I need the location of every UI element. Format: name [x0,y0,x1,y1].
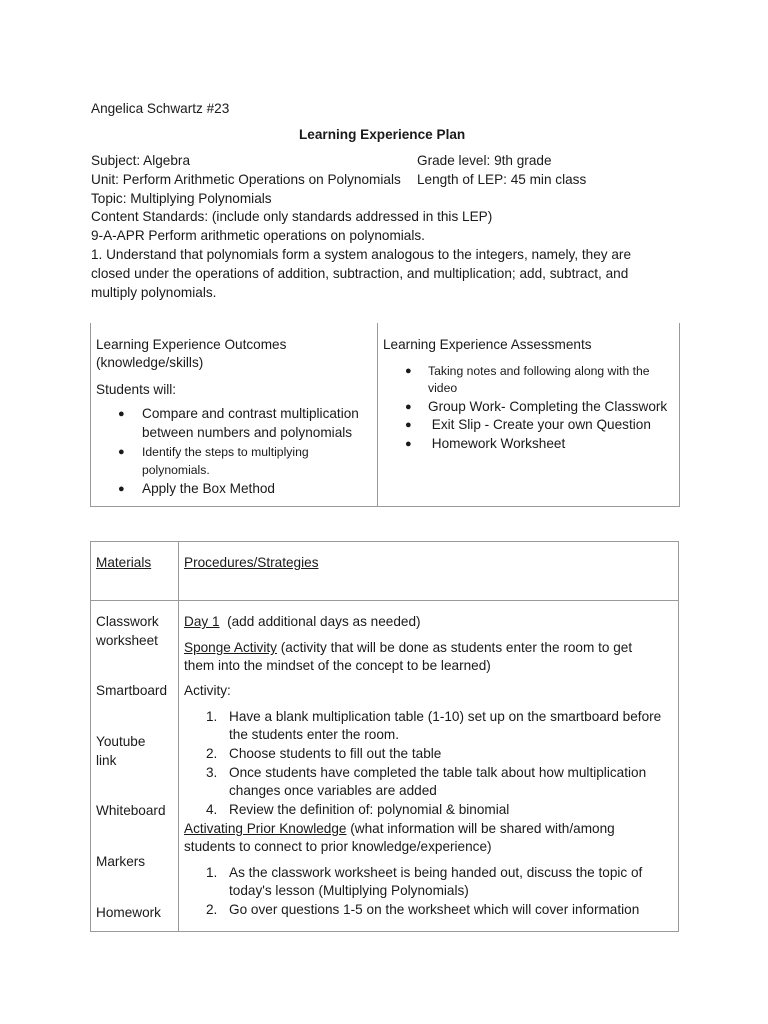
material-item: Classwork [96,614,159,629]
day-label: Day 1 [184,614,220,629]
table-bottom-border [90,506,679,507]
outcome-item: Apply the Box Method [142,481,275,496]
activity-step: Choose students to fill out the table [229,746,442,761]
sponge-note: (activity that will be done as students enter the room to get [276,640,633,655]
table-middle-border [377,323,378,507]
material-item: Youtube [96,734,146,749]
apk-step: Go over questions 1-5 on the worksheet which will cover information [229,902,640,917]
step-number: 1. [206,865,218,880]
table-right-border [679,323,680,507]
assessment-item: Homework Worksheet [428,436,566,451]
day-note: (add additional days as needed) [219,614,421,629]
bullet-icon: ● [405,365,412,377]
outcomes-lead: Students will: [96,382,177,397]
step-number: 2. [206,902,218,917]
assessment-item: video [428,381,458,395]
bullet-icon: ● [118,483,125,495]
material-item: link [96,753,117,768]
sponge-line [184,639,632,657]
material-item: Whiteboard [96,803,166,818]
assessment-item: Exit Slip - Create your own Question [428,417,651,432]
activity-step: Review the definition of: polynomial & binomial [229,802,510,817]
apk-label: Activating Prior Knowledge [184,821,347,836]
outcome-item: Identify the steps to multiplying [142,445,309,459]
activity-step: the students enter the room. [229,727,400,742]
unit-line: Unit: Perform Arithmetic Operations on Polynomials [91,172,401,187]
apk-step: today's lesson (Multiplying Polynomials) [229,883,469,898]
material-item: worksheet [96,633,158,648]
materials-header: Materials [96,555,152,570]
outcomes-heading: Learning Experience Outcomes [96,337,287,352]
page-title: Learning Experience Plan [299,127,466,142]
apk-step: As the classwork worksheet is being handed out, discuss the topic of [229,865,643,880]
assessments-heading: Learning Experience Assessments [383,337,592,352]
bullet-icon: ● [405,419,412,431]
outcome-item: between numbers and polynomials [142,425,353,440]
outcome-item: polynomials. [142,463,210,477]
activity-step: Once students have completed the table talk about how multiplication [229,765,647,780]
procedures-header: Procedures/Strategies [184,555,319,570]
topic-line: Topic: Multiplying Polynomials [91,191,272,206]
standard-code-line: 9-A-APR Perform arithmetic operations on polynomials. [91,228,425,243]
material-item: Smartboard [96,683,168,698]
length-line: Length of LEP: 45 min class [417,172,587,187]
material-item: Markers [96,854,146,869]
activity-step: Have a blank multiplication table (1-10) set up on the smartboard before [229,709,662,724]
table-left-border [90,323,91,507]
outcome-item: Compare and contrast multiplication [142,406,359,421]
bullet-icon: ● [118,446,125,458]
apk-line [184,820,615,838]
content-standards-line: Content Standards: (include only standards addressed in this LEP) [91,209,493,224]
step-number: 1. [206,709,218,724]
author-line: Angelica Schwartz #23 [91,101,230,116]
step-number: 2. [206,746,218,761]
standard-text-line: multiply polynomials. [91,285,217,300]
plan-table-header-divider [90,600,679,601]
sponge-label: Sponge Activity [184,640,277,655]
assessment-item: Taking notes and following along with the [428,364,650,378]
grade-level-line: Grade level: 9th grade [417,153,552,168]
material-item: Homework [96,905,161,920]
step-number: 4. [206,802,218,817]
bullet-icon: ● [405,401,412,413]
bullet-icon: ● [118,408,125,420]
activity-step: changes once variables are added [229,783,437,798]
subject-line: Subject: Algebra [91,153,190,168]
activity-label: Activity: [184,683,231,698]
apk-note-line: students to connect to prior knowledge/experience) [184,839,492,854]
sponge-note-line: them into the mindset of the concept to be learned) [184,658,491,673]
standard-text-line: 1. Understand that polynomials form a system analogous to the integers, namely, they are [91,247,632,262]
day-line [184,613,421,631]
standard-text-line: closed under the operations of addition, subtraction, and multiplication; add, subtract, and [91,266,629,281]
assessment-item: Group Work- Completing the Classwork [428,399,668,414]
bullet-icon: ● [405,438,412,450]
step-number: 3. [206,765,218,780]
apk-note: (what information will be shared with/among [346,821,615,836]
outcomes-heading: (knowledge/skills) [96,355,204,370]
